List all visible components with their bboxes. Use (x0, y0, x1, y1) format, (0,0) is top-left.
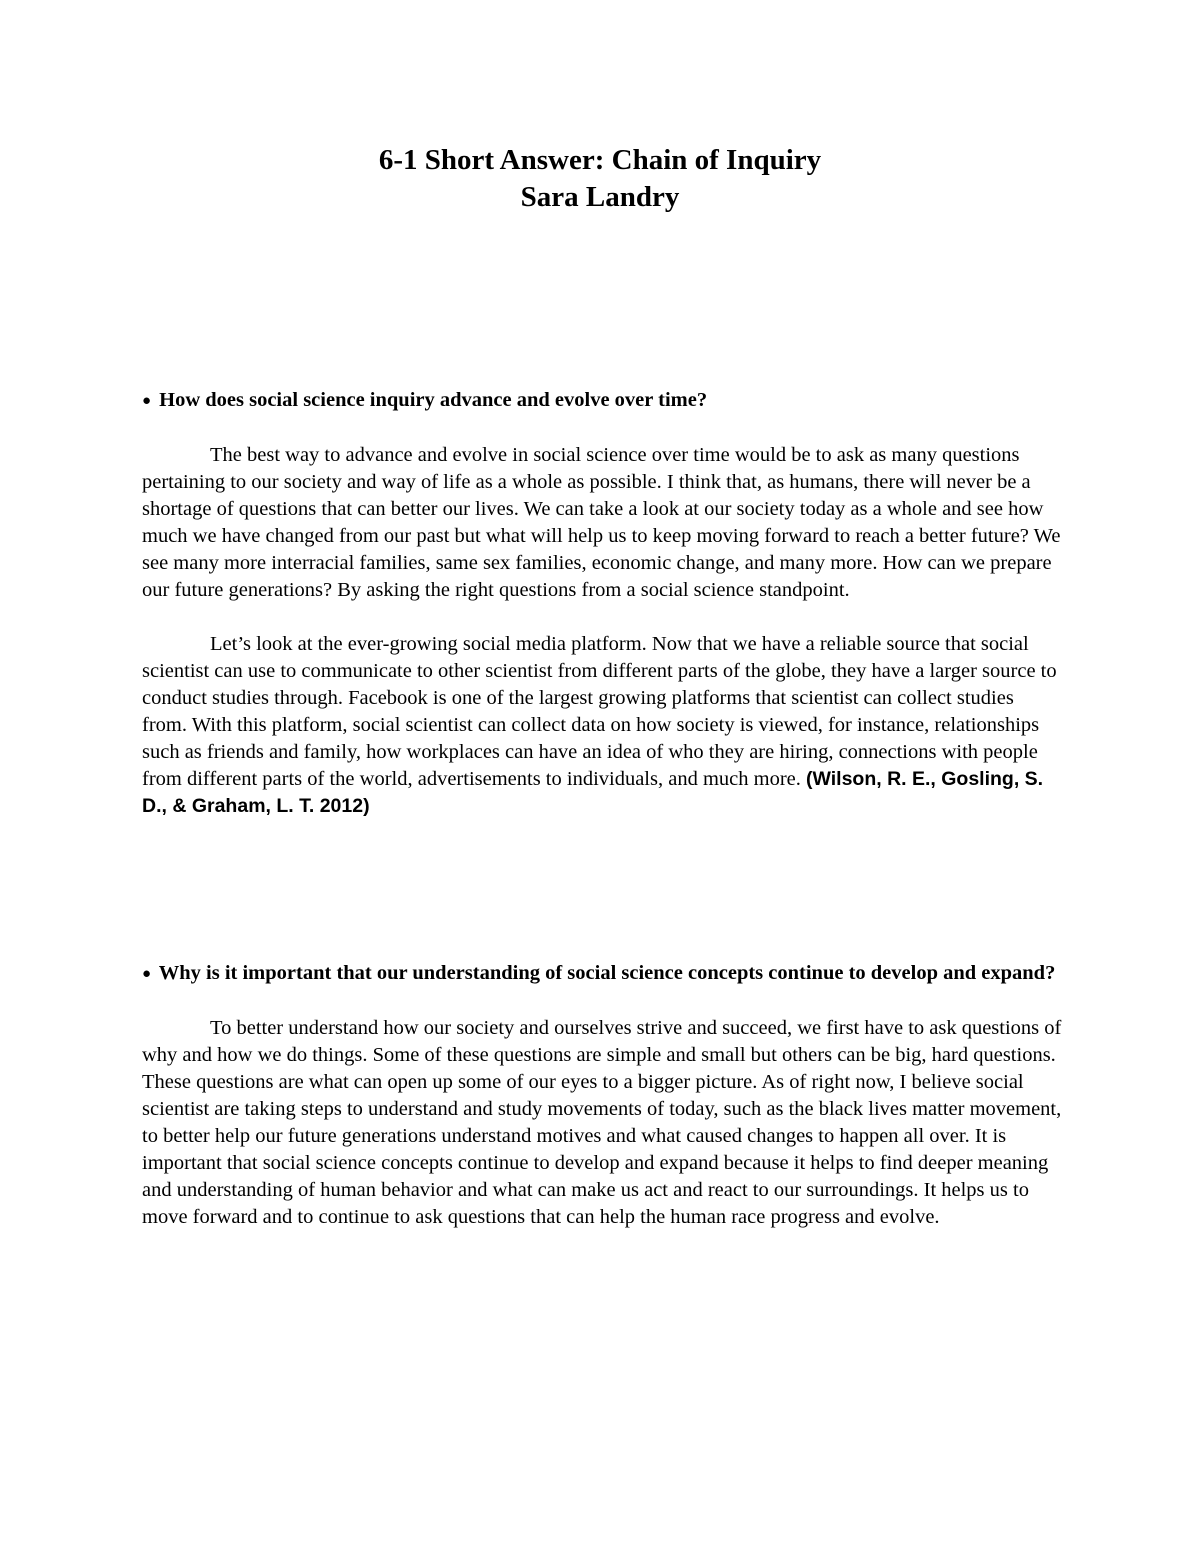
question-text: How does social science inquiry advance and evolve over time? (159, 389, 708, 411)
title-block (0, 142, 1200, 216)
paragraph-text: Let’s look at the ever-growing social media platform. Now that we have a reliable source that social scientist can use to communicate to other scientist from different parts of the globe, they have a larger source to conduct studies through. Facebook is one of the largest growing platforms that scientist can collect studies from. With this platform, social scientist can collect data on how society is viewed, for instance, relationships such as friends and family, how workplaces can have an idea of who they are hiring, connections with people from different parts of the world, advertisements to individuals, and much more. (142, 633, 1057, 790)
paragraph: The best way to advance and evolve in social science over time would be to ask as many questions pertaining to our society and way of life as a whole as possible. I think that, as humans, there will never be a shortage of questions that can better our lives. We can take a look at our society today as a whole and see how much we have changed from our past but what will help us to keep moving forward to reach a better future? We see many more interracial families, same sex families, economic change, and many more. How can we prepare our future generations? By asking the right questions from a social science standpoint. (142, 444, 1061, 601)
paragraph: To better understand how our society and ourselves strive and succeed, we first have to ask questions of why and how we do things. Some of these questions are simple and small but others can be big, hard questions. These questions are what can open up some of our eyes to a bigger picture. As of right now, I believe social scientist are taking steps to understand and study movements of today, such as the black lives matter movement, to better help our future generations understand motives and what caused changes to happen all over. It is important that social science concepts continue to develop and expand because it helps to find deeper meaning and understanding of human behavior and what can make us act and react to our surroundings. It helps us to move forward and to continue to ask questions that can help the human race progress and evolve. (142, 1017, 1062, 1228)
document-author: Sara Landry (520, 181, 680, 213)
bullet-icon: ● (142, 966, 152, 982)
section-1 (142, 387, 1062, 820)
citation: (Wilson, R. E., Gosling, S. D., & Graham, L. T. 2012) (142, 768, 1044, 817)
question-text: Why is it important that our understanding of social science concepts continue to develop and expand? (158, 962, 1056, 984)
question-1 (142, 387, 1062, 415)
bullet-icon: ● (142, 393, 152, 409)
paragraph-with-citation (142, 631, 1062, 820)
document-title: 6-1 Short Answer: Chain of Inquiry (378, 144, 822, 176)
section-2 (142, 960, 1062, 1231)
question-2 (142, 960, 1062, 988)
